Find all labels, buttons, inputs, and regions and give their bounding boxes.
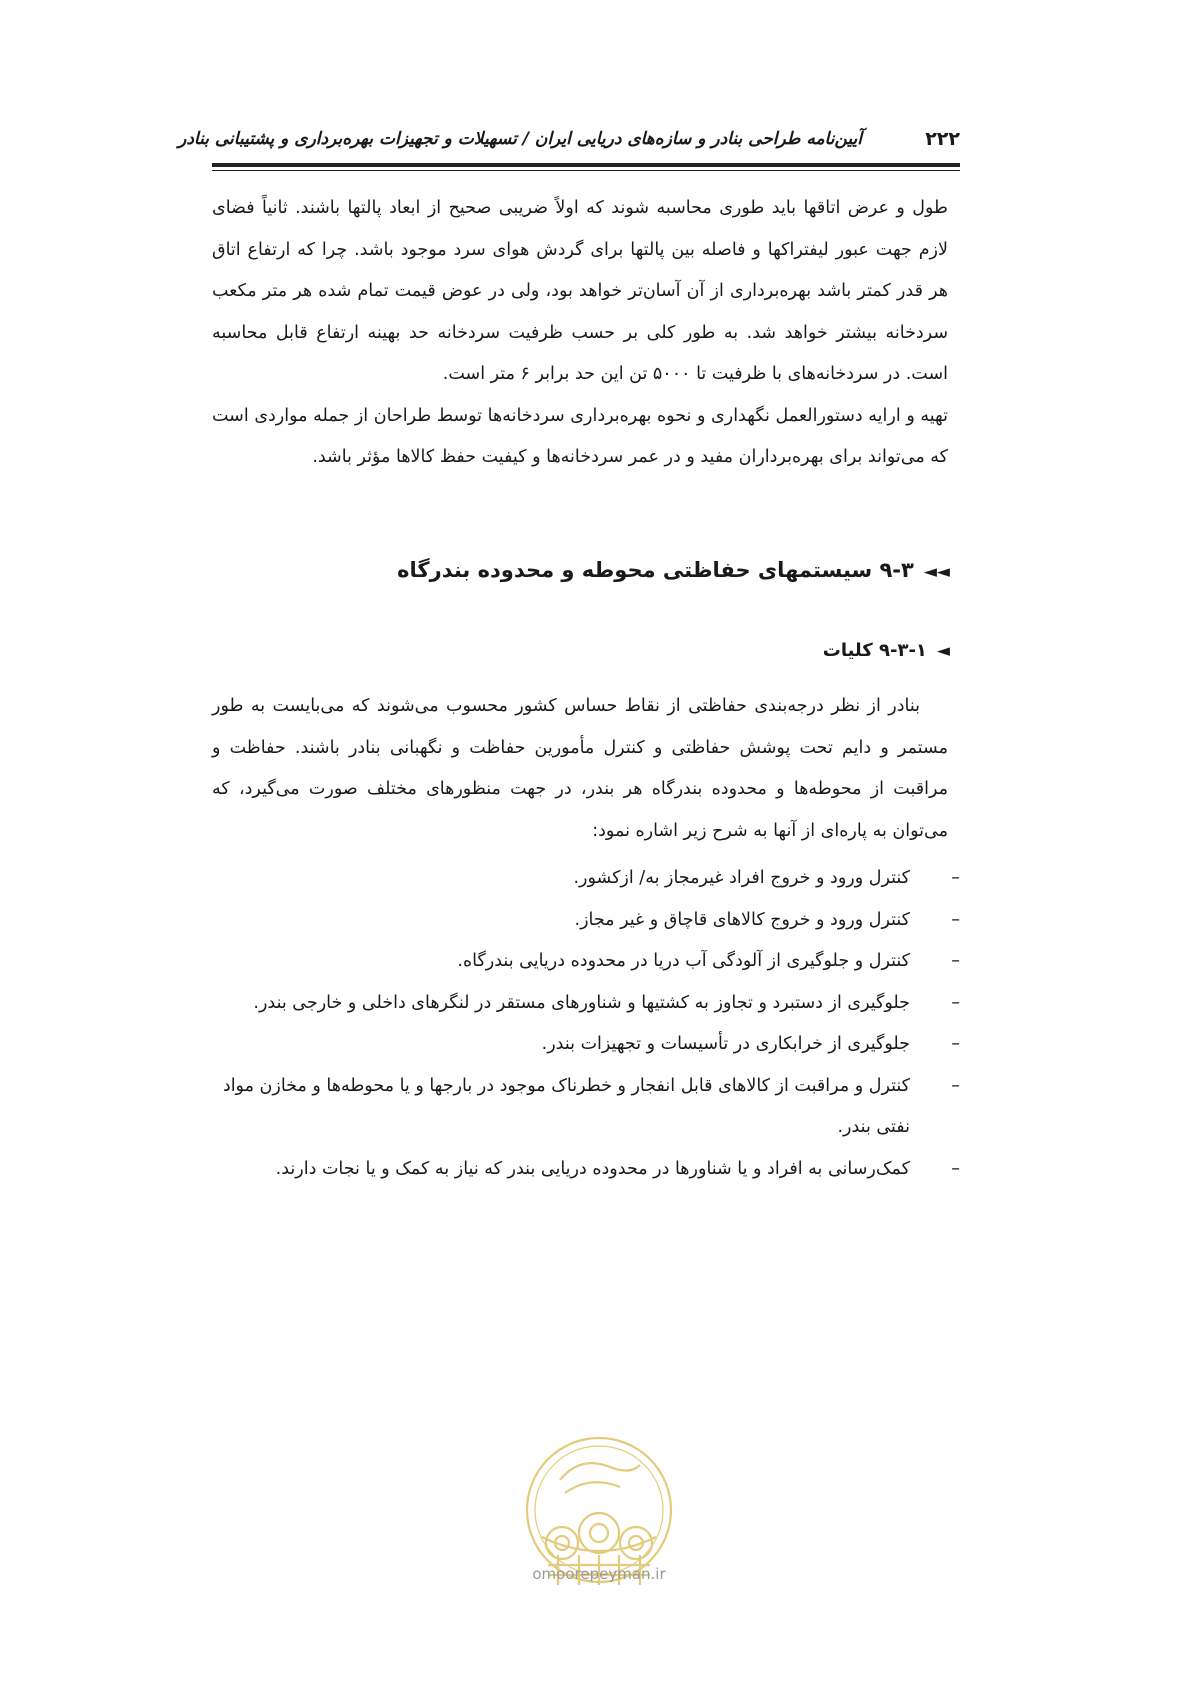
list-item-text: کنترل ورود و خروج افراد غیرمجاز به/ ازکشور.	[573, 868, 910, 888]
list-item-text: کنترل و جلوگیری از آلودگی آب دریا در محدوده دریایی بندرگاه.	[457, 951, 910, 971]
list-item	[212, 983, 960, 1025]
intro-paragraph: طول و عرض اتاقها باید طوری محاسبه شوند که اولاً ضریبی صحیح از ابعاد پالتها باشند. ثانیاً فضای لازم جهت عبور لیفتراکها و فاصله بین پالتها برای گردش هوای سرد موجود باشد. چرا که ارتفاع اتاق هر قدر کمتر باشد بهره‌برداری از آن آسان‌تر خواهد بود، ولی در عوض قیمت تمام شده هر متر مکعب سردخانه بیشتر خواهد شد. به طور کلی بر حسب ظرفیت سردخانه حد بهینه ارتفاع قابل محاسبه است. در سردخانه‌های با ظرفیت تا ۵۰۰۰ تن این حد برابر ۶ متر است.	[212, 198, 948, 384]
list-item	[212, 1149, 960, 1191]
list-item-text: کمک‌رسانی به افراد و یا شناورها در محدوده دریایی بندر که نیاز به کمک و یا نجات دارند.	[275, 1158, 910, 1179]
list-item	[212, 900, 960, 942]
running-header	[178, 128, 960, 162]
section-heading	[397, 558, 950, 582]
double-arrow-icon: ◄◄	[923, 562, 950, 582]
bullet-list	[212, 858, 960, 1190]
list-item-text: کنترل ورود و خروج کالاهای قاچاق و غیر مجاز.	[574, 909, 910, 930]
watermark-url: omoorepeyman.ir	[532, 1565, 666, 1583]
page-number: ۲۲۲	[925, 128, 960, 150]
subsection-title: ۹-۳-۱ کلیات	[822, 640, 927, 661]
list-item-text: جلوگیری از دستبرد و تجاوز به کشتیها و شناورهای مستقر در لنگرهای داخلی و خارجی بندر.	[253, 992, 910, 1013]
dash-icon: –	[951, 1034, 960, 1054]
dash-icon: –	[951, 909, 960, 930]
intro-paragraph: تهیه و ارایه دستورالعمل نگهداری و نحوه بهره‌برداری سردخانه‌ها توسط طراحان از جمله مواردی است که می‌تواند برای بهره‌برداران مفید و در عمر سردخانه‌ها و کیفیت حفظ کالاها مؤثر باشد.	[212, 405, 948, 467]
list-item-text: جلوگیری از خرابکاری در تأسیسات و تجهیزات بندر.	[541, 1034, 910, 1054]
list-item-text: کنترل و مراقبت از کالاهای قابل انفجار و خطرناک موجود در بارجها و یا محوطه‌ها و مخازن مواد نفتی بندر.	[222, 1075, 910, 1137]
subsection-heading	[823, 640, 950, 661]
general-text	[212, 686, 948, 852]
section-title: ۹-۳ سیستمهای حفاظتی محوطه و محدوده بندرگاه	[397, 558, 914, 582]
dash-icon: –	[951, 1075, 960, 1096]
header-rule-thick	[212, 163, 960, 167]
list-item	[212, 1024, 960, 1066]
dash-icon: –	[951, 951, 960, 971]
arrow-icon: ◄	[936, 641, 950, 661]
running-title: آیین‌نامه طراحی بنادر و سازه‌های دریایی ایران / تسهیلات و تجهیزات بهره‌برداری و پشتیبانی بنادر	[178, 129, 862, 149]
body-paragraph: بنادر از نظر درجه‌بندی حفاظتی از نقاط حساس کشور محسوب می‌شوند که می‌بایست به طور مستمر و دایم تحت پوشش حفاظتی و کنترل مأمورین حفاظت و نگهبانی بنادر باشند. حفاظت و مراقبت از محوطه‌ها و محدوده بندرگاه هر بندر، در جهت منظورهای مختلف صورت می‌گیرد، که می‌توان به پاره‌ای از آنها به شرح زیر اشاره نمود:	[212, 696, 948, 841]
list-item	[212, 1066, 960, 1149]
dash-icon: –	[951, 1158, 960, 1179]
list-item	[212, 858, 960, 900]
dash-icon: –	[951, 992, 960, 1013]
dash-icon: –	[951, 868, 960, 888]
header-rule-thin	[212, 170, 960, 171]
list-item	[212, 941, 960, 983]
intro-text	[212, 188, 948, 479]
watermark-logo	[490, 1425, 708, 1663]
